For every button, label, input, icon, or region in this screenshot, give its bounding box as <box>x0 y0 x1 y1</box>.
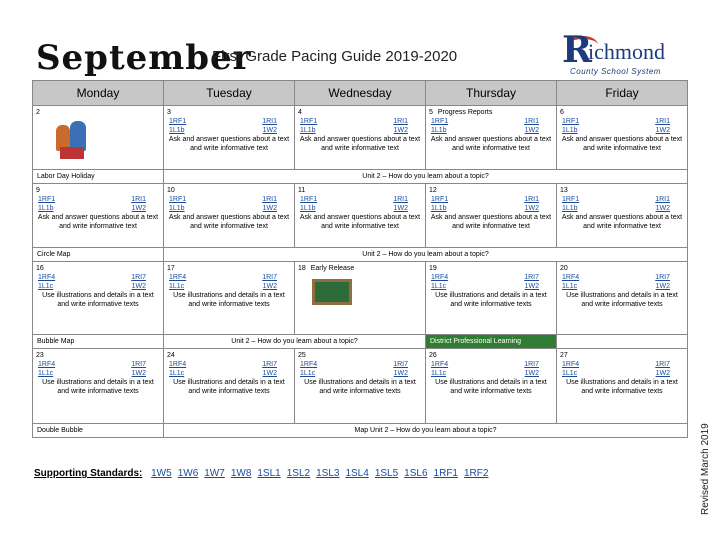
standard-link[interactable]: 1RF4 <box>169 274 187 281</box>
day-cell <box>33 349 164 424</box>
standard-link[interactable]: 1W2 <box>131 370 146 377</box>
lesson-text: Ask and answer questions about a text and write informative text <box>37 214 159 230</box>
standard-link[interactable]: 1RI7 <box>524 274 539 281</box>
standard-link[interactable]: 1W2 <box>131 205 146 212</box>
unit-band <box>33 170 688 184</box>
day-number: 25 <box>298 352 306 359</box>
lesson-text: Use illustrations and details in a text and write informative texts <box>435 379 547 395</box>
standard-link[interactable]: 1RI1 <box>262 118 277 125</box>
standard-link[interactable]: 1SL2 <box>286 468 311 479</box>
day-header: Wednesday <box>295 81 426 106</box>
standard-link[interactable]: 1RF4 <box>38 274 56 281</box>
standard-codes <box>560 282 684 291</box>
day-heading <box>560 108 684 117</box>
standard-link[interactable]: 1RF4 <box>300 361 318 368</box>
standard-codes <box>167 273 291 282</box>
standard-link[interactable]: 1RI7 <box>131 361 146 368</box>
standard-link[interactable]: 1W2 <box>393 205 408 212</box>
day-cell <box>164 262 295 335</box>
day-heading <box>560 264 684 273</box>
standard-link[interactable]: 1L1c <box>169 283 185 290</box>
standard-codes <box>167 360 291 369</box>
standard-codes <box>429 273 553 282</box>
standard-codes <box>167 204 291 213</box>
unit-text: Map Unit 2 – How do you learn about a topic? <box>164 424 688 438</box>
standard-link[interactable]: 1L1c <box>38 283 54 290</box>
day-heading <box>36 264 160 273</box>
day-number: 27 <box>560 352 568 359</box>
standard-link[interactable]: 1RF1 <box>562 196 580 203</box>
day-cell <box>164 349 295 424</box>
standard-link[interactable]: 1RI7 <box>655 274 670 281</box>
standard-link[interactable]: 1RF1 <box>169 118 187 125</box>
school-kids-icon <box>54 121 92 161</box>
day-note: Early Release <box>310 265 355 272</box>
standard-link[interactable]: 1RF4 <box>562 274 580 281</box>
standard-link[interactable]: 1RI1 <box>655 196 670 203</box>
standard-link[interactable]: 1W2 <box>655 370 670 377</box>
standard-codes <box>36 273 160 282</box>
chalkboard-icon <box>312 279 352 305</box>
day-header: Thursday <box>426 81 557 106</box>
standard-link[interactable]: 1RF1 <box>300 196 318 203</box>
week-row <box>33 106 688 170</box>
day-number: 12 <box>429 187 437 194</box>
day-header: Tuesday <box>164 81 295 106</box>
standard-link[interactable]: 1L1c <box>300 370 316 377</box>
standard-link[interactable]: 1L1b <box>300 205 316 212</box>
standard-link[interactable]: 1L1c <box>431 370 447 377</box>
lesson-text: Ask and answer questions about a text and write informative text <box>430 214 552 230</box>
standard-link[interactable]: 1RI1 <box>393 118 408 125</box>
lesson-text: Ask and answer questions about a text and write informative text <box>561 136 683 152</box>
standard-link[interactable]: 1RF1 <box>300 118 318 125</box>
standard-link[interactable]: 1L1c <box>431 283 447 290</box>
lesson-text: Use illustrations and details in a text and write informative texts <box>173 292 285 308</box>
standard-link[interactable]: 1SL4 <box>345 468 369 479</box>
day-heading <box>36 351 160 360</box>
day-number: 9 <box>36 187 40 194</box>
standard-codes <box>560 117 684 126</box>
standard-codes <box>429 195 553 204</box>
standard-link[interactable]: 1L1c <box>38 370 54 377</box>
lesson-text: Use illustrations and details in a text and write informative texts <box>173 379 285 395</box>
standard-link[interactable]: 1RI7 <box>655 361 670 368</box>
lesson-text: Ask and answer questions about a text and write informative text <box>561 214 683 230</box>
organizer-label: Bubble Map <box>33 335 164 349</box>
standard-link[interactable]: 1L1b <box>38 205 54 212</box>
day-heading <box>298 264 422 273</box>
standard-codes <box>36 360 160 369</box>
standard-codes <box>560 273 684 282</box>
day-number: 13 <box>560 187 568 194</box>
standard-link[interactable]: 1RF4 <box>431 361 449 368</box>
event-label: District Professional Learning <box>426 335 557 349</box>
standard-link[interactable]: 1W2 <box>393 127 408 134</box>
standard-codes <box>560 195 684 204</box>
day-number: 10 <box>167 187 175 194</box>
month-title: September <box>36 38 252 78</box>
standard-link[interactable]: 1L1b <box>169 127 185 134</box>
standard-link[interactable]: 1RI1 <box>524 118 539 125</box>
standard-link[interactable]: 1SL3 <box>316 468 340 479</box>
standard-link[interactable]: 1W2 <box>262 370 277 377</box>
revision-note: Revised March 2019 <box>700 423 711 515</box>
standard-codes <box>36 204 160 213</box>
standard-link[interactable]: 1RI7 <box>131 274 146 281</box>
day-number: 17 <box>167 265 175 272</box>
standard-codes <box>167 117 291 126</box>
day-heading <box>167 186 291 195</box>
standard-codes <box>167 195 291 204</box>
page-title: First Grade Pacing Guide 2019-2020 <box>212 48 458 65</box>
logo-subtitle: County School System <box>570 67 661 76</box>
standard-link[interactable]: 1RF2 <box>463 468 489 479</box>
lesson-text: Use illustrations and details in a text and write informative texts <box>566 379 678 395</box>
organizer-label: Circle Map <box>33 248 164 262</box>
logo-word: ichmond <box>588 39 665 64</box>
day-header: Monday <box>33 81 164 106</box>
standard-link[interactable]: 1W2 <box>524 127 539 134</box>
standard-link[interactable]: 1RI1 <box>131 196 146 203</box>
standard-codes <box>560 369 684 378</box>
unit-band <box>33 335 688 349</box>
standard-link[interactable]: 1RI1 <box>262 196 277 203</box>
day-heading <box>167 351 291 360</box>
day-number: 24 <box>167 352 175 359</box>
standard-codes <box>560 360 684 369</box>
standard-codes <box>36 195 160 204</box>
standard-link[interactable]: 1W2 <box>655 283 670 290</box>
standard-link[interactable]: 1W2 <box>524 283 539 290</box>
standard-codes <box>560 126 684 135</box>
unit-band <box>33 424 688 438</box>
supporting-standards <box>34 468 488 479</box>
logo-letter: R <box>562 29 592 71</box>
day-heading <box>167 108 291 117</box>
standard-codes <box>298 126 422 135</box>
standard-codes <box>298 369 422 378</box>
standard-codes <box>298 117 422 126</box>
standard-link[interactable]: 1RI7 <box>262 274 277 281</box>
standard-codes <box>36 282 160 291</box>
standard-link[interactable]: 1W2 <box>131 283 146 290</box>
standard-link[interactable]: 1L1c <box>562 370 578 377</box>
lesson-text: Ask and answer questions about a text and write informative text <box>168 136 290 152</box>
standard-link[interactable]: 1W8 <box>230 468 252 479</box>
standard-link[interactable]: 1RF1 <box>562 118 580 125</box>
standard-codes <box>429 126 553 135</box>
day-cell <box>33 262 164 335</box>
standard-link[interactable]: 1RF4 <box>431 274 449 281</box>
day-heading <box>429 108 553 117</box>
unit-text: Unit 2 – How do you learn about a topic? <box>164 170 688 184</box>
standard-link[interactable]: 1SL5 <box>374 468 399 479</box>
week-row <box>33 184 688 248</box>
day-cell <box>426 349 557 424</box>
standard-link[interactable]: 1L1b <box>562 127 578 134</box>
standard-link[interactable]: 1RF1 <box>431 196 449 203</box>
day-number: 20 <box>560 265 568 272</box>
day-heading <box>429 264 553 273</box>
organizer-label: Double Bubble <box>33 424 164 438</box>
day-number: 18 <box>298 265 306 272</box>
day-cell <box>295 106 426 170</box>
standard-codes <box>167 126 291 135</box>
standard-codes <box>560 204 684 213</box>
standard-link[interactable]: 1RF1 <box>169 196 187 203</box>
day-cell <box>295 184 426 248</box>
day-header-row <box>33 81 688 106</box>
lesson-text: Use illustrations and details in a text and write informative texts <box>566 292 678 308</box>
day-heading <box>36 186 160 195</box>
day-number: 26 <box>429 352 437 359</box>
standard-link[interactable]: 1L1b <box>431 205 447 212</box>
lesson-text: Ask and answer questions about a text and write informative text <box>299 214 421 230</box>
standard-link[interactable]: 1RI7 <box>524 361 539 368</box>
day-note: Progress Reports <box>437 109 493 116</box>
day-number: 19 <box>429 265 437 272</box>
standard-link[interactable]: 1L1b <box>169 205 185 212</box>
day-cell <box>557 349 688 424</box>
standard-link[interactable]: 1W2 <box>655 205 670 212</box>
standard-link[interactable]: 1RF4 <box>169 361 187 368</box>
lesson-text: Ask and answer questions about a text and write informative text <box>299 136 421 152</box>
day-heading <box>298 186 422 195</box>
standard-codes <box>167 282 291 291</box>
standard-link[interactable]: 1RI1 <box>524 196 539 203</box>
standard-link[interactable]: 1W2 <box>524 205 539 212</box>
day-number: 23 <box>36 352 44 359</box>
day-heading <box>560 351 684 360</box>
standard-link[interactable]: 1SL1 <box>257 468 281 479</box>
week-row <box>33 262 688 335</box>
day-cell <box>295 262 426 335</box>
standard-link[interactable]: 1RF4 <box>562 361 580 368</box>
standard-codes <box>298 204 422 213</box>
standard-link[interactable]: 1W2 <box>262 127 277 134</box>
standard-codes <box>167 369 291 378</box>
day-cell <box>33 184 164 248</box>
lesson-text: Use illustrations and details in a text and write informative texts <box>42 292 154 308</box>
day-cell <box>557 106 688 170</box>
day-cell <box>426 184 557 248</box>
day-heading <box>429 351 553 360</box>
standard-link[interactable]: 1RI1 <box>655 118 670 125</box>
standard-link[interactable]: 1W2 <box>655 127 670 134</box>
day-cell <box>426 262 557 335</box>
clipart-part <box>60 147 84 159</box>
day-heading <box>36 108 160 117</box>
day-heading <box>167 264 291 273</box>
day-number: 2 <box>36 109 40 116</box>
day-heading <box>298 108 422 117</box>
unit-band <box>33 248 688 262</box>
day-number: 3 <box>167 109 171 116</box>
day-cell <box>426 106 557 170</box>
unit-text: Unit 2 – How do you learn about a topic? <box>164 248 688 262</box>
standard-codes <box>298 360 422 369</box>
school-logo <box>562 30 690 80</box>
day-heading <box>560 186 684 195</box>
standard-link[interactable]: 1RF4 <box>38 361 56 368</box>
standard-link[interactable]: 1W7 <box>204 468 225 479</box>
standard-link[interactable]: 1W2 <box>393 370 408 377</box>
standard-codes <box>429 117 553 126</box>
standard-link[interactable]: 1L1b <box>431 127 447 134</box>
band-spacer <box>557 335 688 349</box>
lesson-text: Ask and answer questions about a text and write informative text <box>168 214 290 230</box>
standard-link[interactable]: 1L1c <box>169 370 185 377</box>
day-cell <box>33 106 164 170</box>
standard-codes <box>429 360 553 369</box>
standard-link[interactable]: 1W6 <box>177 468 199 479</box>
day-number: 6 <box>560 109 564 116</box>
week-row <box>33 349 688 424</box>
standard-codes <box>36 369 160 378</box>
day-cell <box>557 262 688 335</box>
standard-link[interactable]: 1RF1 <box>38 196 56 203</box>
day-heading <box>429 186 553 195</box>
standard-codes <box>429 282 553 291</box>
standard-link[interactable]: 1W2 <box>262 283 277 290</box>
standard-link[interactable]: 1L1c <box>562 283 578 290</box>
day-heading <box>298 351 422 360</box>
standard-link[interactable]: 1RF1 <box>433 468 458 479</box>
unit-text: Unit 2 – How do you learn about a topic? <box>164 335 426 349</box>
day-cell <box>295 349 426 424</box>
standard-link[interactable]: 1RF1 <box>431 118 449 125</box>
lesson-text: Use illustrations and details in a text and write informative texts <box>304 379 416 395</box>
standard-codes <box>429 369 553 378</box>
day-number: 5 <box>429 109 433 116</box>
day-cell <box>164 184 295 248</box>
day-number: 16 <box>36 265 44 272</box>
standard-link[interactable]: 1SL6 <box>404 468 428 479</box>
lesson-text: Ask and answer questions about a text and write informative text <box>430 136 552 152</box>
day-header: Friday <box>557 81 688 106</box>
day-cell <box>164 106 295 170</box>
lesson-text: Use illustrations and details in a text and write informative texts <box>42 379 154 395</box>
standard-codes <box>429 204 553 213</box>
standard-link[interactable]: 1RI7 <box>393 361 408 368</box>
standards-label: Supporting Standards: <box>34 468 143 479</box>
day-number: 11 <box>298 187 306 194</box>
standard-link[interactable]: 1W2 <box>262 205 277 212</box>
day-number: 4 <box>298 109 302 116</box>
standard-link[interactable]: 1W2 <box>524 370 539 377</box>
standard-link[interactable]: 1L1b <box>562 205 578 212</box>
standard-link[interactable]: 1RI1 <box>393 196 408 203</box>
lesson-text: Use illustrations and details in a text and write informative texts <box>435 292 547 308</box>
pacing-calendar <box>32 80 688 438</box>
standard-link[interactable]: 1W5 <box>151 468 172 479</box>
day-cell <box>557 184 688 248</box>
standard-link[interactable]: 1RI7 <box>262 361 277 368</box>
standard-link[interactable]: 1L1b <box>300 127 316 134</box>
organizer-label: Labor Day Holiday <box>33 170 164 184</box>
standard-codes <box>298 195 422 204</box>
